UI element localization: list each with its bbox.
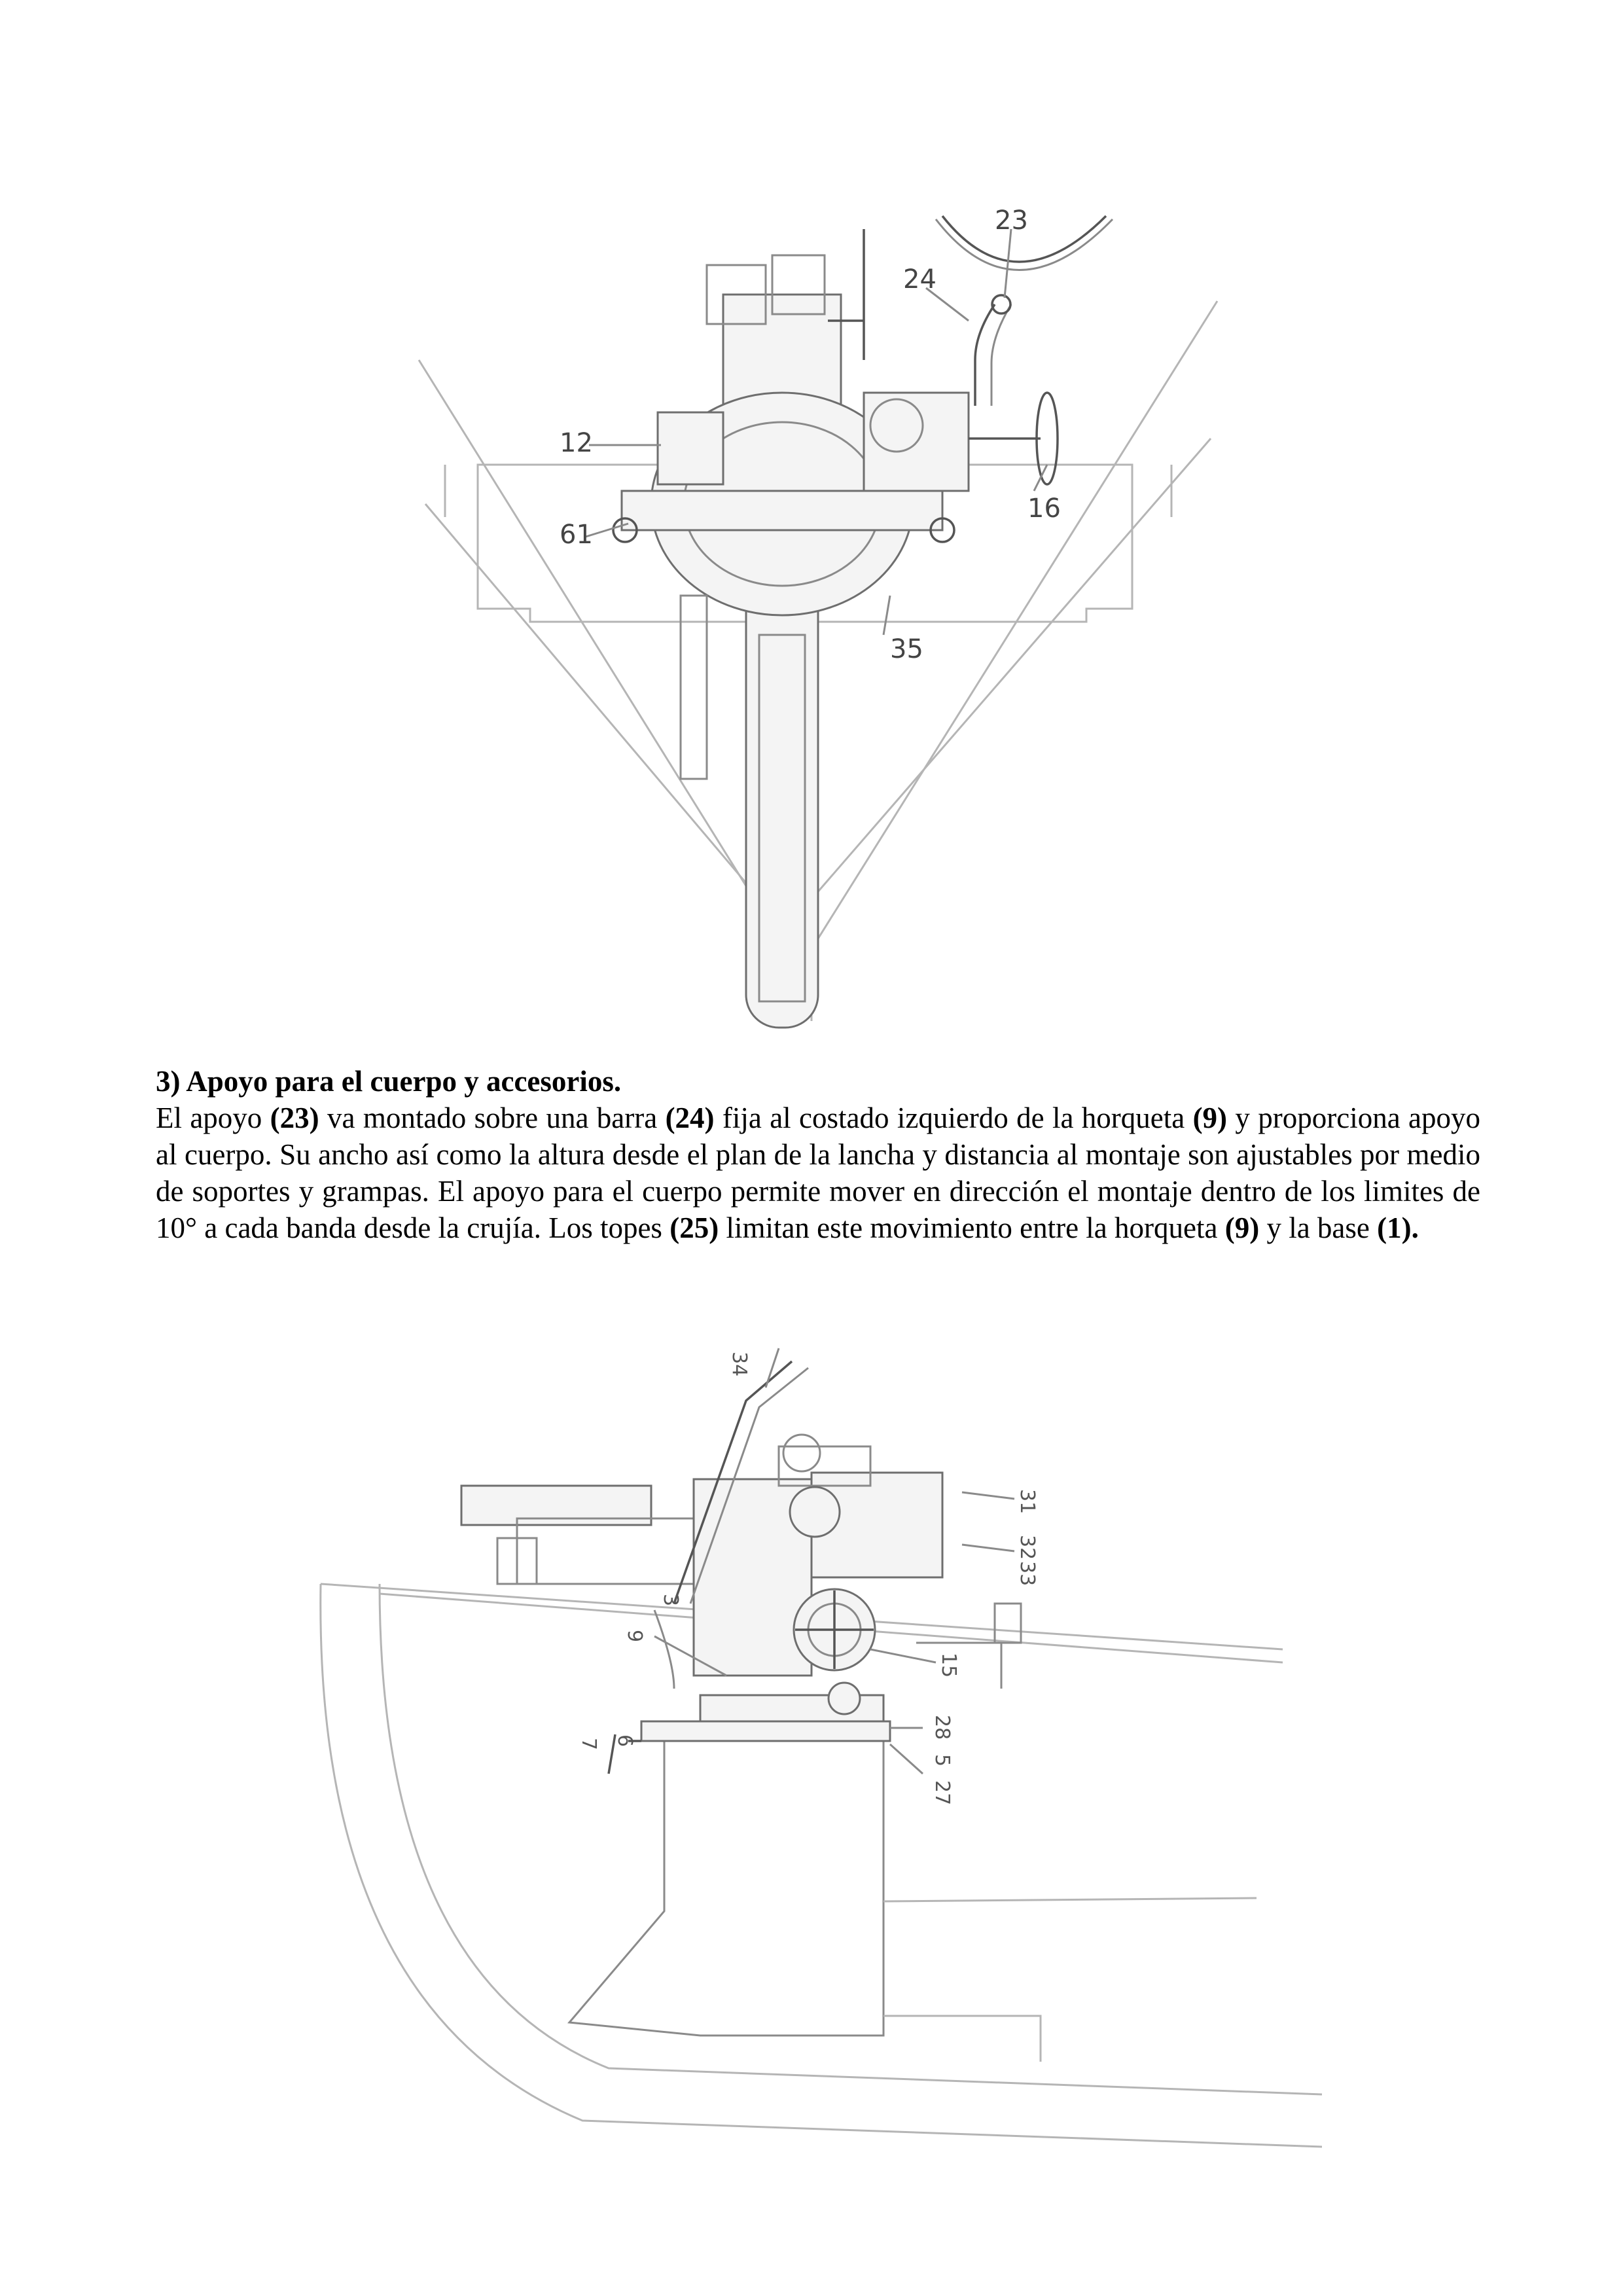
callout-16: 16	[1027, 493, 1061, 524]
callout-27: 27	[931, 1780, 954, 1806]
callout-3: 3	[659, 1594, 682, 1607]
top-view-drawing	[366, 190, 1296, 1041]
ref-9: (9)	[1192, 1102, 1228, 1134]
callout-12: 12	[560, 428, 593, 458]
ref-23: (23)	[270, 1102, 319, 1134]
side-view-drawing	[308, 1322, 1329, 2173]
ref-24: (24)	[665, 1102, 715, 1134]
callout-24: 24	[903, 264, 936, 295]
callout-7: 7	[577, 1738, 600, 1751]
section-heading: 3) Apoyo para el cuerpo y accesorios.	[156, 1065, 622, 1098]
callout-34: 34	[728, 1352, 751, 1377]
callout-32: 32	[1016, 1535, 1039, 1560]
base-plate	[641, 1721, 890, 1741]
figure-top-view	[366, 190, 1296, 1041]
ref-1: (1).	[1377, 1211, 1419, 1244]
trunnion-bar	[622, 491, 942, 530]
callout-28: 28	[931, 1715, 954, 1740]
callout-23: 23	[995, 206, 1028, 236]
pedestal	[569, 1734, 883, 2036]
ref-9-second: (9)	[1224, 1211, 1260, 1244]
section-paragraph: El apoyo (23) va montado sobre una barra (24) fija al costado izquierdo de la horqueta (9) y proporciona apoyo al cuerpo. Su ancho así como la altura desde el plan de la lancha y distancia al montaje son ajustables por medio de soportes y grampas. El apoyo para el cuerpo permite mover en dirección el montaje dentro de los limites de 10° a cada banda desde la crujía. Los topes (25) limitan este movimiento entre la horqueta (9) y la base (1).	[156, 1102, 1480, 1244]
callout-6: 6	[613, 1734, 636, 1748]
ref-25: (25)	[669, 1211, 719, 1244]
callout-61: 61	[560, 520, 593, 550]
callout-5: 5	[931, 1754, 954, 1767]
callout-35: 35	[890, 634, 923, 664]
figure-side-view	[308, 1322, 1329, 2173]
callout-33: 33	[1016, 1561, 1039, 1587]
traverse-gear	[790, 1487, 840, 1537]
callout-31: 31	[1016, 1489, 1039, 1515]
section-text	[156, 1063, 1480, 1246]
callout-15: 15	[937, 1653, 960, 1678]
callout-9: 9	[623, 1630, 646, 1643]
